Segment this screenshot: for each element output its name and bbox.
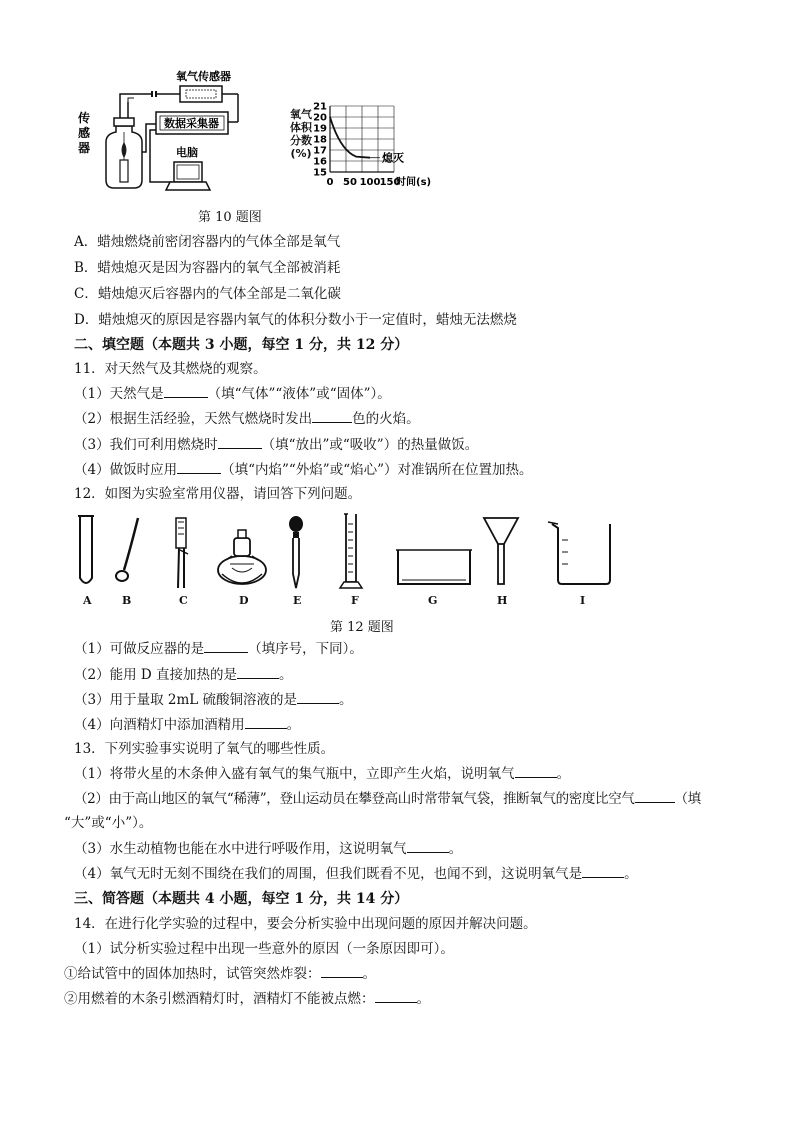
answer-blank[interactable]	[635, 790, 675, 803]
q11-stem: 11．对天然气及其燃烧的观察。	[74, 361, 267, 377]
answer-blank[interactable]	[312, 410, 352, 423]
fig10-apparatus	[72, 62, 257, 197]
answer-blank[interactable]	[321, 965, 363, 978]
q14-stem: 14．在进行化学实验的过程中，要会分析实验中出现问题的原因并解决问题。	[74, 916, 537, 932]
q14-case-1: ①给试管中的固体加热时，试管突然炸裂： 。	[64, 966, 376, 982]
x-tick-label: 0	[326, 177, 334, 188]
x-tick-label: 50	[343, 177, 357, 188]
instrument-label-d: D	[239, 594, 249, 607]
instrument-label-c: C	[179, 594, 188, 607]
y-tick-label: 21	[313, 101, 327, 113]
sensor-label-2: 感	[78, 126, 91, 140]
data-collector-label: 数据采集器	[164, 117, 219, 130]
q10-option-d: D．蜡烛熄灭的原因是容器内氧气的体积分数小于一定值时，蜡烛无法燃烧	[74, 312, 517, 328]
x-axis-label: 时间(s)	[396, 177, 432, 188]
q12-part-3: （3）用于量取 2mL 硫酸铜溶液的是 。	[74, 692, 353, 708]
y-tick-label: 18	[313, 134, 327, 146]
answer-blank[interactable]	[164, 385, 208, 398]
fig10-chart-ylabel: 氧气 体积 分数 (%)	[290, 108, 312, 160]
q14-part-1: （1）试分析实验过程中出现一些意外的原因（一条原因即可）。	[74, 941, 454, 957]
instrument-h-funnel	[484, 518, 518, 584]
instrument-label-a: A	[83, 594, 92, 607]
x-tick-label: 100	[359, 177, 381, 188]
answer-blank[interactable]	[237, 666, 279, 679]
section-3-heading: 三、简答题（本题共 4 小题，每空 1 分，共 14 分）	[74, 891, 409, 907]
section-2-heading: 二、填空题（本题共 3 小题，每空 1 分，共 12 分）	[74, 337, 409, 353]
q13-part-3: （3）水生动植物也能在水中进行呼吸作用，这说明氧气 。	[74, 841, 463, 857]
instrument-label-g: G	[428, 594, 438, 607]
instrument-i-beaker	[548, 522, 610, 584]
q14-case-2: ②用燃着的木条引燃酒精灯时，酒精灯不能被点燃： 。	[64, 991, 430, 1007]
q13-stem: 13．下列实验事实说明了氧气的哪些性质。	[74, 741, 335, 757]
answer-blank[interactable]	[375, 990, 417, 1003]
answer-blank[interactable]	[245, 716, 287, 729]
y-tick-label: 19	[313, 123, 327, 135]
instrument-c-clamp	[176, 518, 188, 588]
q10-option-a: A．蜡烛燃烧前密闭容器内的气体全部是氧气	[74, 234, 341, 250]
y-tick-label: 17	[313, 145, 327, 157]
extinguish-annotation: 熄灭	[382, 151, 404, 165]
instrument-label-e: E	[293, 594, 302, 607]
instrument-e-dropper	[289, 516, 303, 588]
oxygen-curve	[330, 117, 370, 158]
q12-stem: 12．如图为实验室常用仪器，请回答下列问题。	[74, 486, 362, 502]
sensor-label-1: 传	[78, 111, 91, 125]
instrument-f-cylinder	[340, 514, 362, 588]
y-tick-label: 20	[313, 112, 327, 124]
q13-part-2: （2）由于高山地区的氧气“稀薄”，登山运动员在攀登高山时常带氧气袋，推断氧气的密度比空气 （填	[74, 791, 701, 807]
fig10-caption: 第 10 题图	[198, 210, 262, 225]
y-tick-label: 15	[313, 167, 327, 179]
q11-part-2: （2）根据生活经验，天然气燃烧时发出 色的火焰。	[74, 411, 420, 427]
q12-part-4: （4）向酒精灯中添加酒精用 。	[74, 717, 301, 733]
y-tick-label: 16	[313, 156, 327, 168]
q13-part-1: （1）将带火星的木条伸入盛有氧气的集气瓶中，立即产生火焰，说明氧气 。	[74, 766, 571, 782]
fig10-chart	[313, 100, 432, 192]
answer-blank[interactable]	[204, 640, 248, 653]
instrument-b-spoon	[116, 518, 138, 581]
instrument-d-alcohol-lamp	[218, 530, 266, 584]
answer-blank[interactable]	[177, 461, 221, 474]
instrument-label-b: B	[122, 594, 132, 607]
instrument-a-test-tube	[78, 516, 94, 583]
answer-blank[interactable]	[297, 691, 339, 704]
answer-blank[interactable]	[515, 765, 557, 778]
fig12-caption: 第 12 题图	[330, 620, 394, 635]
answer-blank[interactable]	[407, 840, 449, 853]
x-tick-label: 150	[379, 177, 401, 188]
sensor-label-3: 器	[78, 141, 91, 155]
q10-option-c: C．蜡烛熄灭后容器内的气体全部是二氧化碳	[74, 286, 341, 302]
q11-part-1: （1）天然气是 （填“气体”“液体”或“固体”）。	[74, 386, 391, 402]
q13-part-2-cont: “大”或“小”）。	[64, 815, 153, 831]
answer-blank[interactable]	[582, 865, 624, 878]
answer-blank[interactable]	[218, 436, 262, 449]
q13-part-4: （4）氧气无时无刻不围绕在我们的周围，但我们既看不见，也闻不到，这说明氧气是 。	[74, 866, 638, 882]
oxygen-sensor-label: 氧气传感器	[176, 70, 231, 83]
q12-part-2: （2）能用 D 直接加热的是 。	[74, 667, 293, 683]
instrument-label-i: I	[580, 594, 586, 607]
instrument-label-h: H	[497, 594, 508, 607]
q10-option-b: B．蜡烛熄灭是因为容器内的氧气全部被消耗	[74, 260, 341, 276]
q11-part-4: （4）做饭时应用 （填“内焰”“外焰”或“焰心”）对准锅所在位置加热。	[74, 462, 533, 478]
q12-part-1: （1）可做反应器的是 （填序号，下同）。	[74, 641, 363, 657]
instrument-label-f: F	[351, 594, 359, 607]
q11-part-3: （3）我们可利用燃烧时 （填“放出”或“吸收”）的热量做饭。	[74, 437, 479, 453]
instrument-g-trough	[396, 550, 472, 584]
computer-label: 电脑	[176, 146, 198, 159]
